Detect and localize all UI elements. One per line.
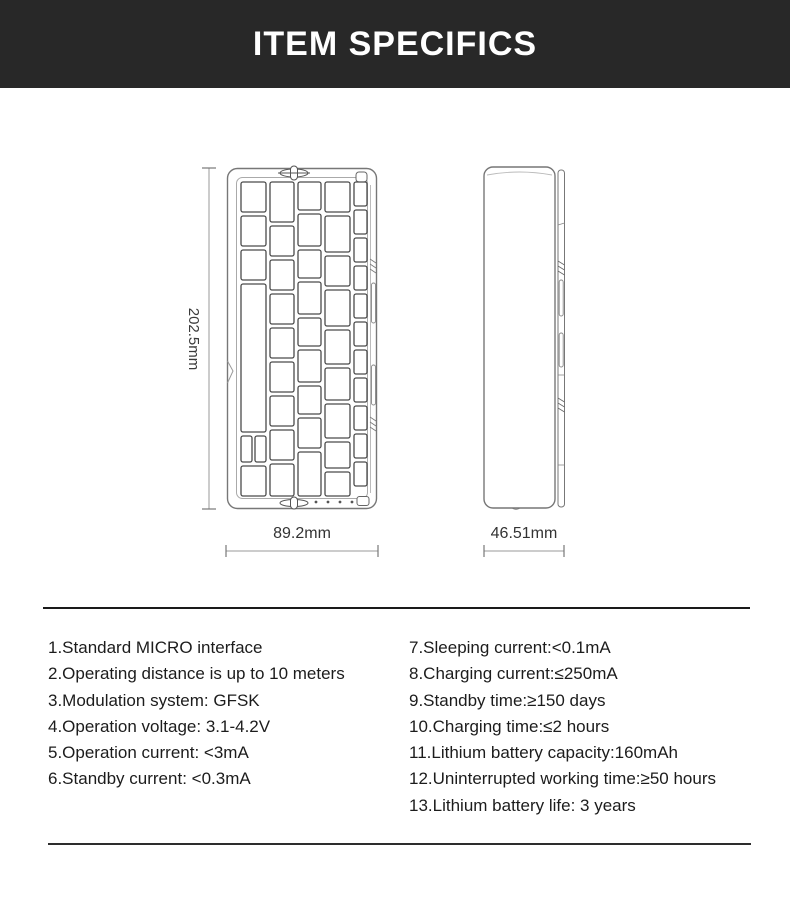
page-title: ITEM SPECIFICS (252, 24, 538, 63)
spec-item: 1.Standard MICRO interface (48, 638, 263, 657)
spec-item: 2.Operating distance is up to 10 meters (48, 664, 345, 684)
side-width-dimension-line (482, 544, 566, 558)
front-width-dimension-line (224, 544, 380, 558)
height-dimension-line (200, 165, 216, 512)
height-dimension-label: 202.5mm (185, 307, 202, 371)
spec-item: 10.Charging time:≤2 hours (409, 716, 610, 736)
spec-item: 13.Lithium battery life: 3 years (409, 795, 636, 815)
spec-item: 12.Uninterrupted working time:≥50 hours (409, 769, 716, 789)
spec-list-right (409, 635, 769, 819)
spec-item: 3.Modulation system: GFSK (48, 690, 260, 710)
spec-item: 9.Standby time:≥150 days (409, 690, 606, 710)
top-divider (43, 607, 750, 609)
spec-item: 11.Lithium battery capacity:160mAh (409, 743, 678, 763)
header-bar (0, 0, 790, 88)
keyboard-side-view-drawing (482, 165, 567, 512)
spec-item: 6.Standby current: <0.3mA (48, 769, 251, 789)
spec-item: 8.Charging current:≤250mA (409, 664, 618, 684)
keyboard-front-view-drawing (224, 165, 380, 512)
spec-item: 7.Sleeping current:<0.1mA (409, 638, 611, 657)
bottom-divider (48, 843, 751, 845)
spec-item: 5.Operation current: <3mA (48, 743, 249, 763)
spec-item: 4.Operation voltage: 3.1-4.2V (48, 716, 271, 736)
front-width-dimension-label: 89.2mm (273, 525, 331, 542)
spec-list-left (48, 635, 398, 793)
side-width-dimension-label: 46.51mm (490, 525, 558, 542)
